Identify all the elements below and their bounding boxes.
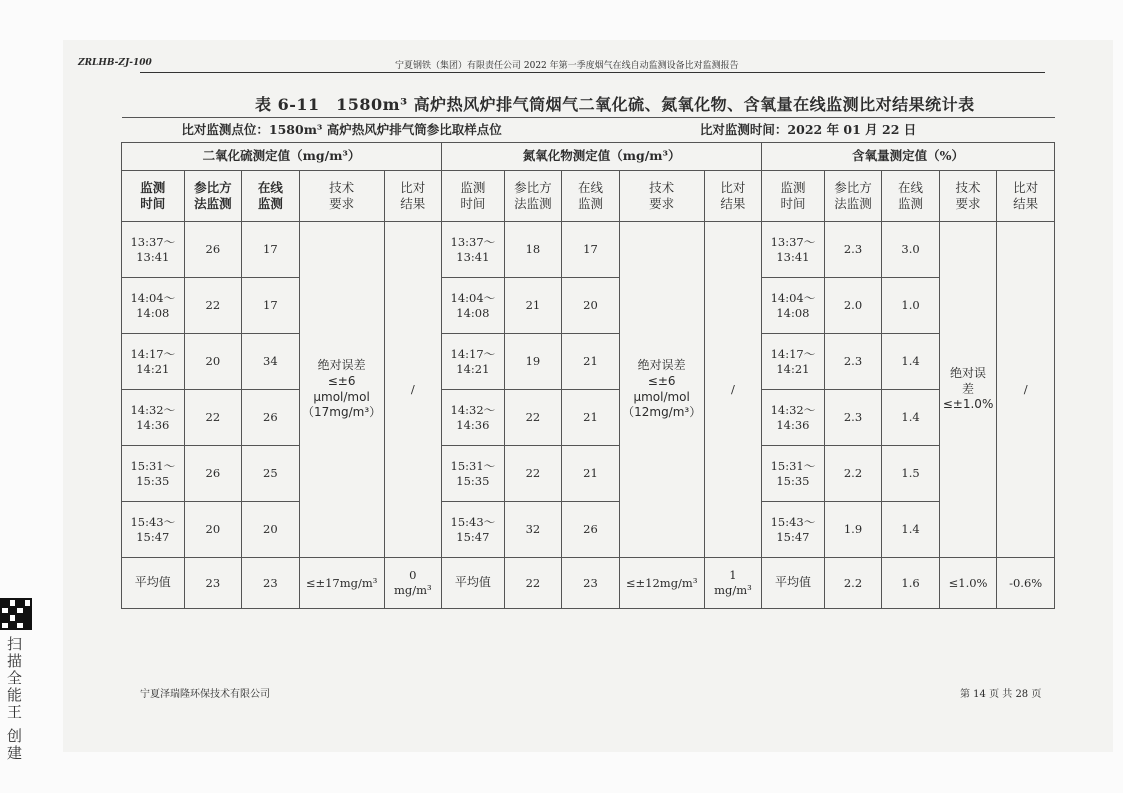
table-title: 表 6-11 1580m³ 高炉热风炉排气筒烟气二氧化硫、氮氧化物、含氧量在线监测比对结果统计表: [255, 95, 975, 114]
qr-code-icon: [0, 598, 32, 630]
footer-page-number: 第 14 页 共 28 页: [960, 689, 1042, 700]
col-ref: 参比方 法监测: [504, 171, 562, 222]
col-result: 比对 结果: [384, 171, 442, 222]
monitor-point: 比对监测点位：1580m³ 高炉热风炉排气筒参比取样点位: [122, 118, 562, 143]
col-ref: 参比方 法监测: [184, 171, 242, 222]
table-row: 15:31～ 15:35 26 25 15:31～ 15:35 22 21 15:31～ 15:35 2.2 1.5: [122, 446, 1055, 502]
col-time: 监测 时间: [442, 171, 505, 222]
table-row: 15:43～ 15:47 20 20 15:43～ 15:47 32 26 15:43～ 15:47 1.9 1.4: [122, 502, 1055, 558]
so2-requirement: 绝对误差 ≤±6 μmol/mol （17mg/m³）: [299, 222, 384, 558]
o2-requirement: 绝对误 差 ≤±1.0%: [939, 222, 997, 558]
col-req: 技术 要求: [299, 171, 384, 222]
average-row: 平均值 23 23 ≤±17mg/m³ 0 mg/m³ 平均值 22 23 ≤±12mg/m³ 1 mg/m³ 平均值 2.2 1.6 ≤1.0% -0.6%: [122, 558, 1055, 609]
col-ref: 参比方 法监测: [824, 171, 882, 222]
table-row: 14:32～ 14:36 22 26 14:32～ 14:36 22 21 14:32～ 14:36 2.3 1.4: [122, 390, 1055, 446]
col-req: 技术 要求: [939, 171, 997, 222]
nox-requirement: 绝对误差 ≤±6 μmol/mol （12mg/m³）: [619, 222, 704, 558]
col-online: 在线 监测: [562, 171, 620, 222]
scanner-watermark: 扫描全能王 创建: [5, 636, 23, 762]
so2-result: /: [384, 222, 442, 558]
footer-company: 宁夏泽瑞隆环保技术有限公司: [140, 689, 270, 700]
group-nox: 氮氧化物测定值（mg/m³）: [442, 143, 762, 171]
results-table: [121, 117, 1055, 609]
o2-result: /: [997, 222, 1055, 558]
header-rule: [140, 72, 1045, 73]
table-row: 14:04～ 14:08 22 17 14:04～ 14:08 21 20 14:04～ 14:08 2.0 1.0: [122, 278, 1055, 334]
table-row: 14:17～ 14:21 20 34 14:17～ 14:21 19 21 14:17～ 14:21 2.3 1.4: [122, 334, 1055, 390]
col-online: 在线 监测: [242, 171, 300, 222]
monitor-time: 比对监测时间：2022 年 01 月 22 日: [562, 118, 1055, 143]
group-o2: 含氧量测定值（%）: [762, 143, 1055, 171]
col-result: 比对 结果: [704, 171, 762, 222]
col-result: 比对 结果: [997, 171, 1055, 222]
nox-result: /: [704, 222, 762, 558]
report-code: ZRLHB-ZJ-100: [78, 58, 152, 68]
table-row: 13:37～ 13:41 26 17 绝对误差 ≤±6 μmol/mol （17mg/m³） / 13:37～ 13:41 18 17 绝对误差 ≤±6 μmol/mol （12mg/m³） / 13:37～ 13:41 2.3 3.0 绝对误 差 ≤±1.0% /: [122, 222, 1055, 278]
report-header-title: 宁夏钢铁（集团）有限责任公司 2022 年第一季度烟气在线自动监测设备比对监测报告: [395, 61, 739, 71]
col-time: 监测 时间: [762, 171, 825, 222]
group-so2: 二氧化硫测定值（mg/m³）: [122, 143, 442, 171]
col-req: 技术 要求: [619, 171, 704, 222]
col-time: 监测 时间: [122, 171, 185, 222]
col-online: 在线 监测: [882, 171, 940, 222]
